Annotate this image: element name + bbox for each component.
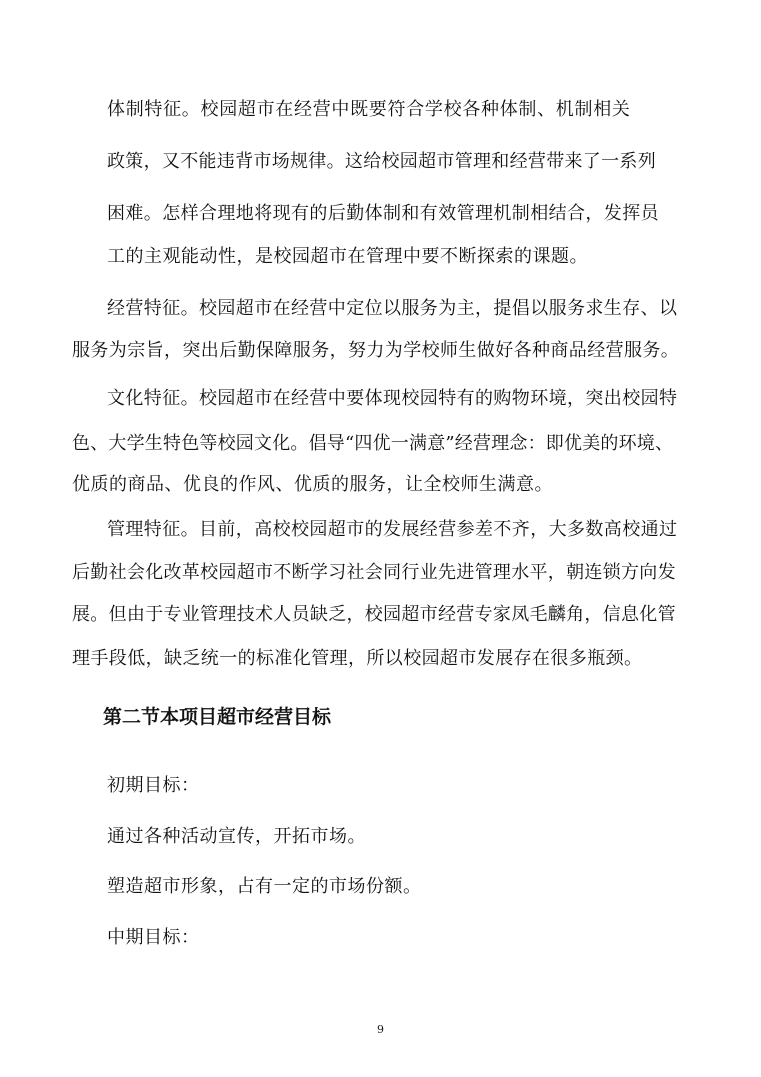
paragraph-system-line-1: 体制特征。校园超市在经营中既要符合学校各种体制、机制相关 — [107, 99, 631, 120]
page-number: 9 — [377, 1023, 384, 1036]
goal-initial-label: 初期目标： — [107, 775, 200, 796]
paragraph-management-line-3: 展。但由于专业管理技术人员缺乏，校园超市经营专家凤毛麟角，信息化管 — [72, 604, 676, 625]
paragraph-culture-line-3: 优质的商品、优良的作风、优质的服务，让全校师生满意。 — [72, 474, 553, 495]
paragraph-culture-line-2: 色、大学生特色等校园文化。倡导“四优一满意”经营理念：即优美的环境、 — [72, 433, 674, 454]
goal-initial-item-2: 塑造超市形象，占有一定的市场份额。 — [107, 876, 422, 897]
section-heading: 第二节本项目超市经营目标 — [103, 706, 332, 728]
paragraph-operation-line-1: 经营特征。校园超市在经营中定位以服务为主，提倡以服务求生存、以 — [107, 298, 678, 319]
paragraph-management-line-1: 管理特征。目前，高校校园超市的发展经营参差不齐，大多数高校通过 — [107, 519, 678, 540]
goal-middle-label: 中期目标： — [107, 927, 200, 948]
paragraph-system-line-3: 困难。怎样合理地将现有的后勤体制和有效管理机制相结合，发挥员 — [107, 203, 659, 224]
paragraph-management-line-4: 理手段低，缺乏统一的标准化管理，所以校园超市发展存在很多瓶颈。 — [72, 648, 643, 669]
paragraph-system-line-4: 工的主观能动性，是校园超市在管理中要不断探索的课题。 — [107, 246, 588, 267]
paragraph-management-line-2: 后勤社会化改革校园超市不断学习社会同行业先进管理水平，朝连锁方向发 — [72, 562, 676, 583]
paragraph-operation-line-2: 服务为宗旨，突出后勤保障服务，努力为学校师生做好各种商品经营服务。 — [72, 340, 680, 361]
goal-initial-item-1: 通过各种活动宣传，开拓市场。 — [107, 826, 366, 847]
paragraph-system-line-2: 政策，又不能违背市场规律。这给校园超市管理和经营带来了一系列 — [107, 151, 656, 172]
paragraph-culture-line-1: 文化特征。校园超市在经营中要体现校园特有的购物环境，突出校园特 — [107, 388, 678, 409]
